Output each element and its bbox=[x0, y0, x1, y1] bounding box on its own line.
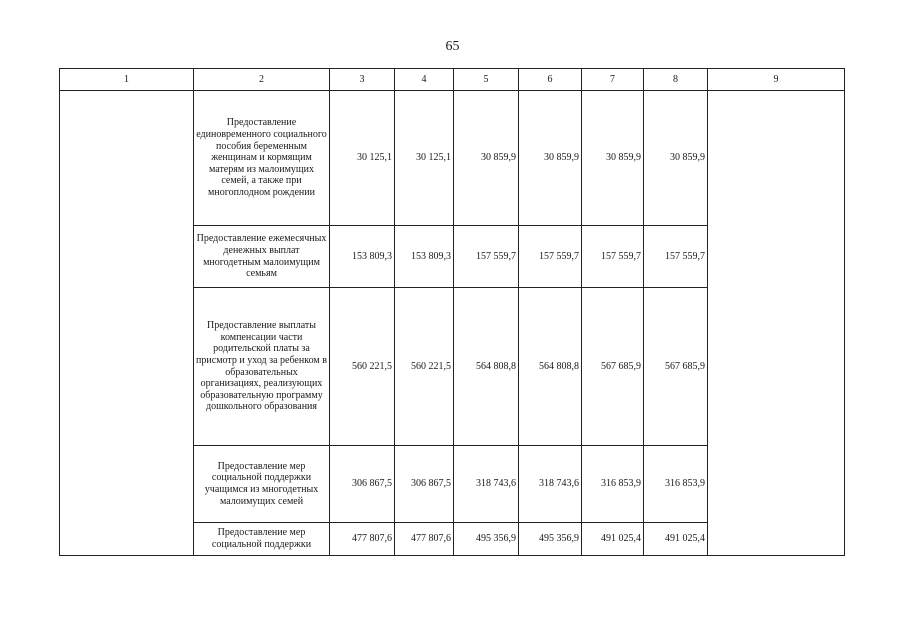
col-1-merged-cell bbox=[60, 91, 194, 556]
row-description: Предоставление ежемесячных денежных выплат многодетным малоимущим семьям bbox=[194, 226, 330, 288]
header-col-9: 9 bbox=[708, 69, 845, 91]
value-cell: 318 743,6 bbox=[519, 446, 582, 523]
header-col-6: 6 bbox=[519, 69, 582, 91]
value-cell: 491 025,4 bbox=[582, 523, 644, 556]
header-row bbox=[60, 69, 845, 91]
value-cell: 157 559,7 bbox=[644, 226, 708, 288]
header-col-7: 7 bbox=[582, 69, 644, 91]
value-cell: 560 221,5 bbox=[330, 288, 395, 446]
value-cell: 157 559,7 bbox=[582, 226, 644, 288]
header-col-1: 1 bbox=[60, 69, 194, 91]
value-cell: 567 685,9 bbox=[644, 288, 708, 446]
header-col-2: 2 bbox=[194, 69, 330, 91]
value-cell: 306 867,5 bbox=[330, 446, 395, 523]
row-description: Предоставление выплаты компенсации части родительской платы за присмотр и уход за ребенком в образовательных организациях, реализующих образовательную программу дошкольного образования bbox=[194, 288, 330, 446]
value-cell: 30 859,9 bbox=[454, 91, 519, 226]
value-cell: 560 221,5 bbox=[395, 288, 454, 446]
header-col-8: 8 bbox=[644, 69, 708, 91]
table-row bbox=[60, 91, 845, 226]
value-cell: 477 807,6 bbox=[395, 523, 454, 556]
row-description: Предоставление единовременного социального пособия беременным женщинам и кормящим матерям из малоимущих семей, а также при многоплодном рождении bbox=[194, 91, 330, 226]
value-cell: 318 743,6 bbox=[454, 446, 519, 523]
value-cell: 316 853,9 bbox=[644, 446, 708, 523]
value-cell: 564 808,8 bbox=[454, 288, 519, 446]
value-cell: 306 867,5 bbox=[395, 446, 454, 523]
value-cell: 30 859,9 bbox=[519, 91, 582, 226]
value-cell: 495 356,9 bbox=[519, 523, 582, 556]
value-cell: 567 685,9 bbox=[582, 288, 644, 446]
value-cell: 157 559,7 bbox=[519, 226, 582, 288]
value-cell: 153 809,3 bbox=[395, 226, 454, 288]
value-cell: 495 356,9 bbox=[454, 523, 519, 556]
header-col-3: 3 bbox=[330, 69, 395, 91]
value-cell: 316 853,9 bbox=[582, 446, 644, 523]
value-cell: 30 859,9 bbox=[582, 91, 644, 226]
value-cell: 491 025,4 bbox=[644, 523, 708, 556]
value-cell: 153 809,3 bbox=[330, 226, 395, 288]
value-cell: 157 559,7 bbox=[454, 226, 519, 288]
value-cell: 564 808,8 bbox=[519, 288, 582, 446]
value-cell: 30 859,9 bbox=[644, 91, 708, 226]
budget-table bbox=[59, 68, 845, 556]
page-number: 65 bbox=[445, 39, 460, 54]
value-cell: 30 125,1 bbox=[395, 91, 454, 226]
header-col-4: 4 bbox=[395, 69, 454, 91]
header-col-5: 5 bbox=[454, 69, 519, 91]
value-cell: 30 125,1 bbox=[330, 91, 395, 226]
value-cell: 477 807,6 bbox=[330, 523, 395, 556]
col-9-merged-cell bbox=[708, 91, 845, 556]
row-description: Предоставление мер социальной поддержки bbox=[194, 523, 330, 556]
row-description: Предоставление мер социальной поддержки учащимся из многодетных малоимущих семей bbox=[194, 446, 330, 523]
